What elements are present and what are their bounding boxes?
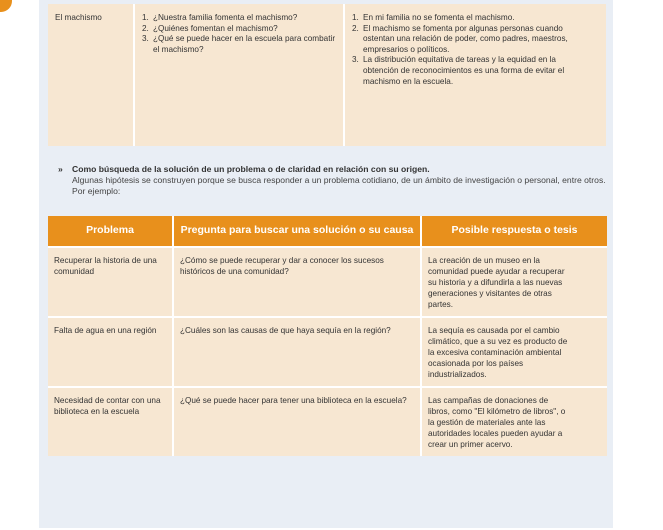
table-row (48, 387, 607, 456)
bullet-icon: » (58, 164, 63, 174)
list-item: 2. ¿Quiénes fomentan el machismo? (142, 23, 278, 33)
answer-cell: La creación de un museo en la comunidad puede ayudar a recuperar su historia y a difundirla a las nuevas generaciones y visitantes de otras partes. (421, 247, 607, 317)
hypothesis-example-table (48, 4, 606, 146)
answer-cell: Las campañas de donaciones de libros, como "El kilómetro de libros", o la gestión de materiales ante las autoridades locales pueden ayudar a crear un primer acervo. (421, 387, 607, 456)
answers-list (352, 13, 592, 87)
question-cell: ¿Cómo se puede recuperar y dar a conocer los sucesos históricos de una comunidad? (173, 247, 421, 317)
list-item: 3. La distribución equitativa de tareas y la equidad en la obtención de reconocimientos es una forma de evitar el machismo en la escuela. (352, 55, 565, 86)
intro-description: Algunas hipótesis se construyen porque se busca responder a un problema cotidiano, de un ámbito de investigación o personal, entre otros. Por ejemplo: (72, 175, 606, 196)
table-row (48, 317, 607, 387)
problems-table (48, 216, 607, 456)
topic-cell: El machismo (48, 4, 134, 146)
questions-cell (134, 4, 344, 146)
table-header-row (48, 216, 607, 247)
answer-cell: La sequía es causada por el cambio climático, que a su vez es producto de la excesiva contaminación ambiental ocasionada por los países industrializados. (421, 317, 607, 387)
problem-cell: Recuperar la historia de una comunidad (48, 247, 173, 317)
question-cell: ¿Cuáles son las causas de que haya sequía en la región? (173, 317, 421, 387)
intro-heading (58, 164, 608, 175)
section-badge (0, 0, 12, 12)
list-item: 1. En mi familia no se fomenta el machismo. (352, 13, 515, 22)
questions-list (142, 13, 338, 55)
problem-cell: Necesidad de contar con una biblioteca en la escuela (48, 387, 173, 456)
list-item: 1. ¿Nuestra familia fomenta el machismo? (142, 13, 298, 22)
intro-heading-text: Como búsqueda de la solución de un problema o de claridad en relación con su origen. (72, 164, 430, 174)
list-item: 3. ¿Qué se puede hacer en la escuela para combatir el machismo? (142, 34, 336, 54)
list-item: 2. El machismo se fomenta por algunas personas cuando ostentan una relación de poder, como padres, maestros, empresarios o políticos. (352, 23, 568, 54)
problem-cell: Falta de agua en una región (48, 317, 173, 387)
table-row (48, 247, 607, 317)
question-cell: ¿Qué se puede hacer para tener una biblioteca en la escuela? (173, 387, 421, 456)
answers-cell (344, 4, 606, 146)
table-row (48, 4, 606, 146)
column-header-answer: Posible respuesta o tesis (421, 216, 607, 247)
column-header-problem: Problema (48, 216, 173, 247)
intro-section (58, 164, 608, 197)
column-header-question: Pregunta para buscar una solución o su causa (173, 216, 421, 247)
